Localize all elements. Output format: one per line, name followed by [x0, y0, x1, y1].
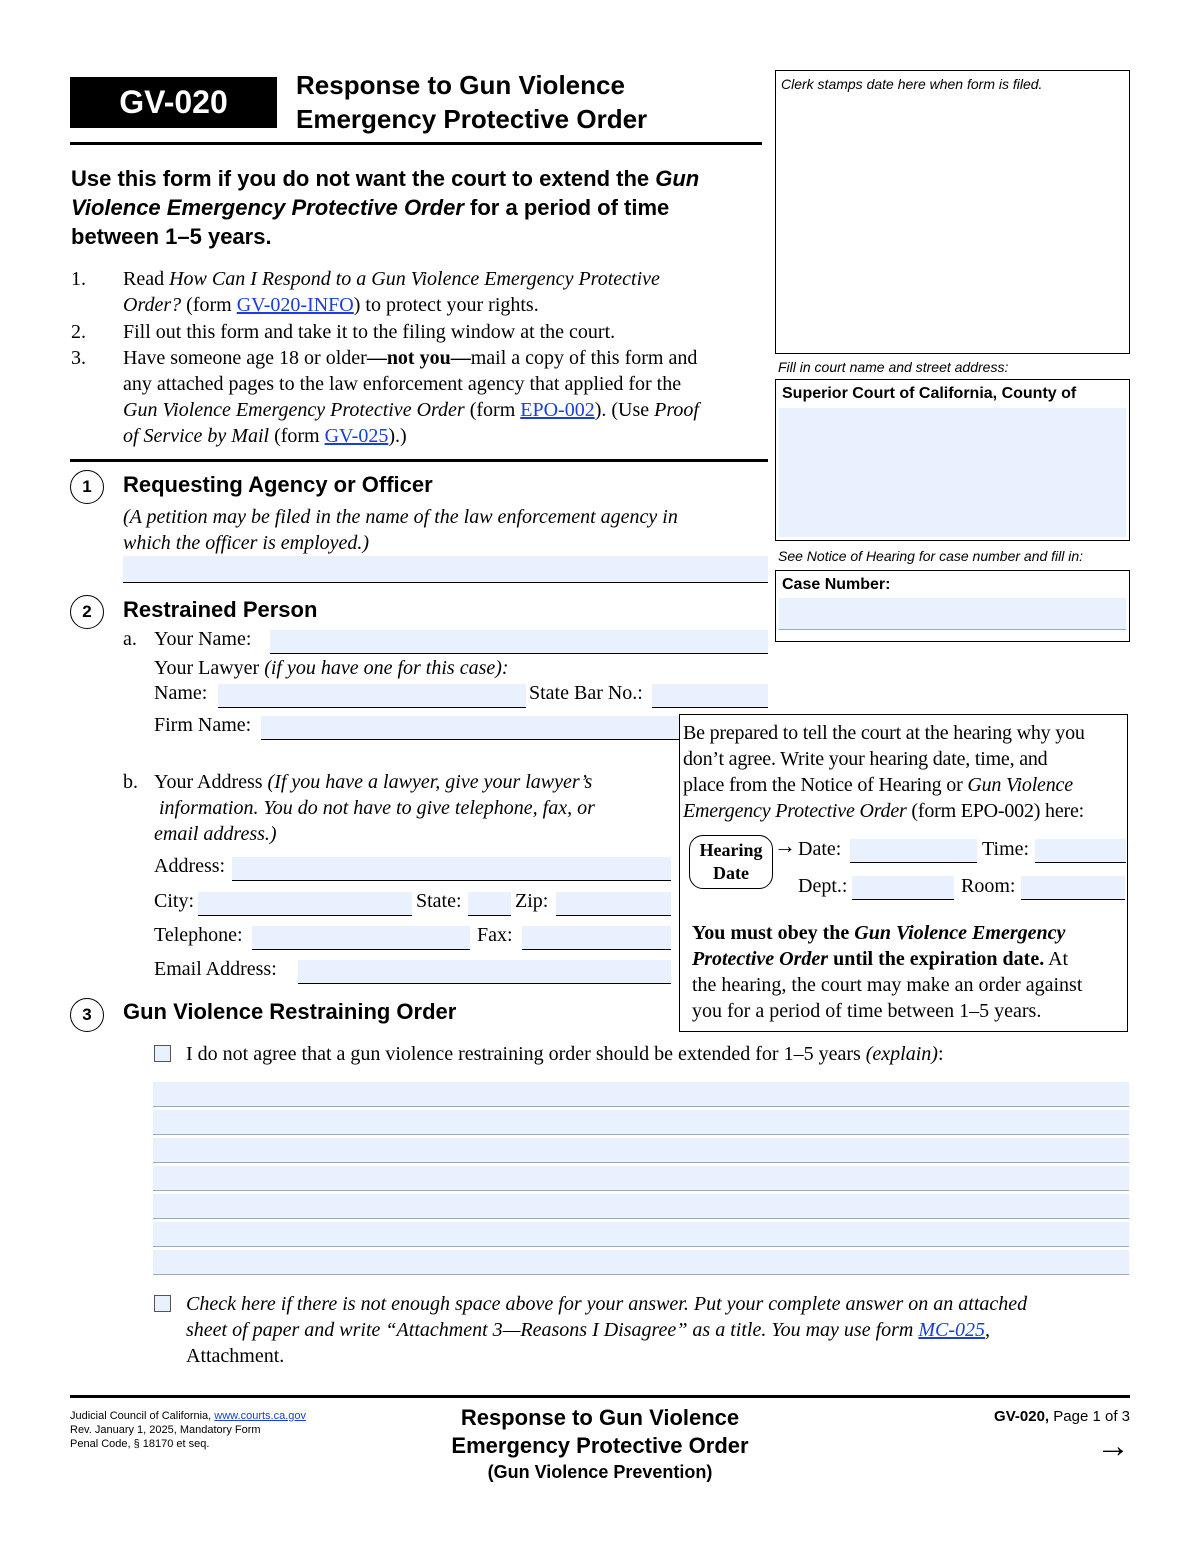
zip-input[interactable] — [556, 892, 671, 916]
hearing-date-badge: Hearing Date — [689, 835, 773, 889]
city-input[interactable] — [198, 892, 412, 916]
form-title: Response to Gun Violence Emergency Protective Order — [296, 70, 648, 134]
case-number-input[interactable] — [779, 598, 1126, 630]
court-name-box — [775, 379, 1130, 541]
state-input[interactable] — [468, 892, 511, 916]
footer-page-number: GV-020, Page 1 of 3 — [994, 1408, 1130, 1425]
courts-website-link[interactable]: www.courts.ca.gov — [214, 1410, 306, 1422]
epo-002-link[interactable]: EPO-002 — [520, 399, 595, 421]
telephone-label: Telephone: — [154, 924, 243, 946]
case-number-box — [775, 570, 1130, 642]
hearing-room-input[interactable] — [1021, 876, 1125, 900]
city-label: City: — [154, 890, 195, 912]
zip-label: Zip: — [515, 890, 549, 912]
hearing-time-input[interactable] — [1035, 839, 1126, 863]
section-1-title: Requesting Agency or Officer — [123, 472, 433, 497]
your-lawyer-label: Your Lawyer (if you have one for this case): — [154, 657, 509, 679]
fax-input[interactable] — [522, 926, 671, 950]
telephone-input[interactable] — [252, 926, 470, 950]
form-id: GV-020 — [119, 84, 228, 120]
disagree-checkbox[interactable] — [154, 1045, 171, 1062]
hearing-date-label: Date: — [798, 838, 842, 860]
firm-name-label: Firm Name: — [154, 714, 252, 736]
instructions-rule — [70, 459, 768, 462]
hearing-time-label: Time: — [982, 838, 1030, 860]
case-fill-label: See Notice of Hearing for case number and fill in: — [778, 548, 1084, 564]
state-bar-input[interactable] — [652, 684, 768, 708]
address-label: Address: — [154, 855, 226, 877]
attachment-checkbox-label: Check here if there is not enough space above for your answer. Put your complete answer on an attached sheet of paper and write “Attachment 3—Reasons I Disagree” as a title. You may use form MC-025, Attachment. — [186, 1293, 1028, 1367]
hearing-date-input[interactable] — [850, 839, 977, 863]
lawyer-name-input[interactable] — [218, 684, 526, 708]
disagree-checkbox-label: I do not agree that a gun violence restraining order should be extended for 1–5 years (explain): — [186, 1043, 944, 1065]
item-a-label: a. — [123, 628, 137, 650]
obey-order-notice: You must obey the Gun Violence Emergency Protective Order until the expiration date. At the hearing, the court may make an order against you for a period of time between 1–5 years. — [692, 922, 1083, 1022]
hearing-dept-input[interactable] — [852, 876, 954, 900]
item-b-label: b. — [123, 771, 138, 793]
instruction-1: 1. Read How Can I Respond to a Gun Violence Emergency Protective Order? (form GV-020-INFO) to protect your rights. — [71, 268, 660, 316]
court-name-label: Superior Court of California, County of — [782, 385, 1077, 402]
case-number-label: Case Number: — [782, 576, 891, 593]
section-2-number: 2 — [70, 595, 104, 629]
hearing-instructions: Be prepared to tell the court at the hearing why you don’t agree. Write your hearing date, time, and place from the Notice of Hearing or Gun Violence Emergency Protective Order (form EPO-002) here: — [683, 722, 1085, 822]
footer-rule — [70, 1395, 1130, 1398]
firm-name-input[interactable] — [261, 716, 679, 740]
fax-label: Fax: — [477, 924, 513, 946]
court-name-input[interactable] — [779, 408, 1126, 537]
clerk-stamp-box — [775, 70, 1130, 354]
section-3-title: Gun Violence Restraining Order — [123, 999, 457, 1024]
section-3-number: 3 — [70, 998, 104, 1032]
address-input[interactable] — [232, 857, 671, 881]
next-page-arrow-icon: → — [1096, 1427, 1130, 1465]
lawyer-name-label: Name: — [154, 682, 208, 704]
form-id-badge — [70, 77, 277, 128]
gv-020-info-link[interactable]: GV-020-INFO — [236, 294, 354, 316]
state-label: State: — [416, 890, 462, 912]
arrow-right-icon: → — [774, 833, 796, 858]
email-label: Email Address: — [154, 958, 277, 980]
section-1-number: 1 — [70, 470, 104, 504]
intro-text: Use this form if you do not want the court to extend the Gun Violence Emergency Protective Order for a period of time between 1–5 years. — [71, 166, 700, 249]
section-1-note: (A petition may be filed in the name of the law enforcement agency in which the officer is employed.) — [123, 506, 678, 554]
section-2-title: Restrained Person — [123, 597, 318, 622]
email-input[interactable] — [298, 960, 671, 984]
header-rule — [70, 142, 762, 145]
explain-textarea[interactable] — [153, 1082, 1129, 1276]
instruction-2: 2. Fill out this form and take it to the filing window at the court. — [71, 321, 616, 343]
instruction-3: 3. Have someone age 18 or older—not you—mail a copy of this form and any attached pages to the law enforcement agency that applied for the Gun Violence Emergency Protective Order (form EPO-002). (Use Proof of Service by Mail (form GV-025).) — [71, 347, 699, 447]
footer-publisher: Judicial Council of California, www.courts.ca.gov Rev. January 1, 2025, Mandatory Form Penal Code, § 18170 et seq. — [70, 1410, 306, 1450]
hearing-room-label: Room: — [961, 875, 1016, 897]
gv-025-link[interactable]: GV-025 — [324, 425, 389, 447]
hearing-info-box — [679, 714, 1128, 1032]
attachment-checkbox[interactable] — [154, 1295, 171, 1312]
hearing-dept-label: Dept.: — [798, 875, 848, 897]
clerk-stamp-label: Clerk stamps date here when form is filed. — [781, 76, 1043, 92]
requesting-agency-input[interactable] — [123, 556, 768, 583]
your-name-label: Your Name: — [154, 628, 252, 650]
court-fill-label: Fill in court name and street address: — [778, 359, 1009, 375]
your-name-input[interactable] — [270, 630, 768, 654]
your-address-note: Your Address (If you have a lawyer, give your lawyer’s information. You do not have to give telephone, fax, or email address.) — [154, 771, 595, 845]
footer-title: Response to Gun Violence Emergency Protective Order (Gun Violence Prevention) — [451, 1405, 749, 1482]
state-bar-label: State Bar No.: — [529, 682, 643, 704]
mc-025-link[interactable]: MC-025 — [918, 1319, 986, 1341]
